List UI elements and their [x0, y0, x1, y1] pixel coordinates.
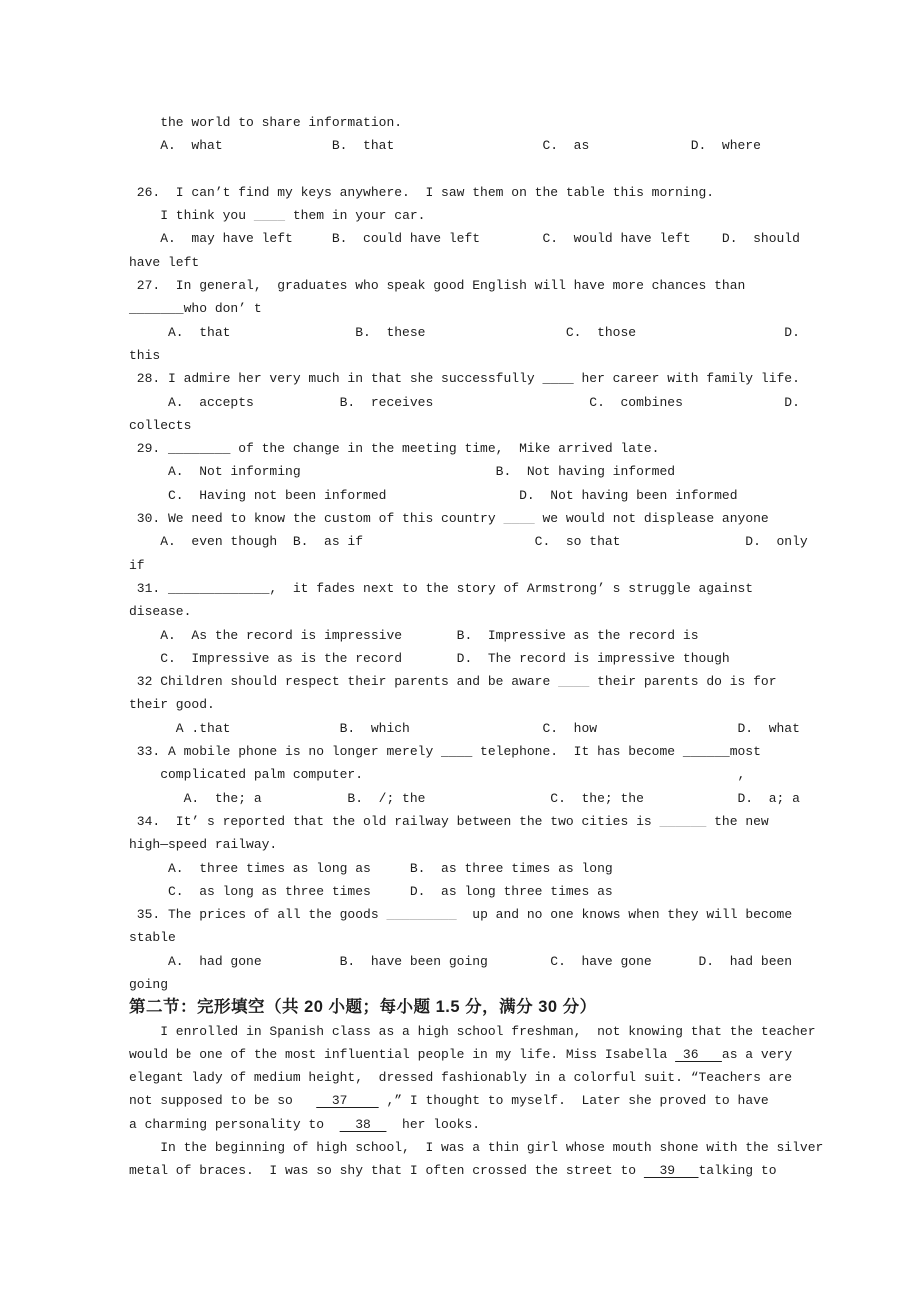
- doc-line: [129, 437, 920, 460]
- text-segment: A. that B. these C. those D.: [129, 324, 800, 340]
- doc-line: [129, 554, 920, 577]
- text-segment: I think you: [129, 208, 254, 224]
- text-segment: have left: [129, 254, 200, 270]
- doc-line: [129, 670, 920, 693]
- doc-line: [129, 810, 920, 833]
- text-segment: A. had gone B. have been going C. have gone D. had been: [129, 953, 793, 969]
- text-segment: C. as long as three times D. as long three times as: [129, 883, 613, 899]
- doc-line: [129, 647, 920, 670]
- text-segment: collects: [129, 417, 192, 433]
- doc-line: [129, 833, 920, 856]
- doc-line: [129, 763, 920, 786]
- doc-line: [129, 1020, 920, 1043]
- doc-line: [129, 1089, 920, 1112]
- doc-line: [129, 1136, 920, 1159]
- doc-line: [129, 507, 920, 530]
- doc-line: [129, 1159, 920, 1182]
- text-segment: her looks.: [386, 1116, 481, 1132]
- text-segment: not supposed to be so: [129, 1093, 317, 1109]
- doc-line: [129, 973, 920, 996]
- doc-line: [129, 1066, 920, 1089]
- text-segment: C. Having not been informed D. Not having been informed: [129, 487, 738, 503]
- text-segment: A. Not informing B. Not having informed: [129, 464, 676, 480]
- doc-line: [129, 414, 920, 437]
- text-segment: them in your car.: [285, 208, 426, 224]
- text-segment: 30. We need to know the custom of this country: [129, 511, 504, 527]
- text-segment: C. Impressive as is the record D. The record is impressive though: [129, 650, 730, 666]
- text-segment: A. the; a B. /; the C. the; the D. a; a: [129, 790, 800, 806]
- cloze-blank: 37: [316, 1093, 379, 1109]
- doc-line: [129, 950, 920, 973]
- text-segment: A. even though B. as if C. so that D. only: [129, 534, 808, 550]
- text-segment: 29. ________ of the change in the meeting time, Mike arrived late.: [129, 441, 660, 457]
- text-segment: going: [129, 976, 169, 992]
- text-segment: [129, 162, 137, 177]
- answer-blank: ______: [659, 813, 707, 829]
- doc-line: [129, 624, 920, 647]
- text-segment: would be one of the most influential people in my life. Miss Isabella: [129, 1046, 676, 1062]
- text-segment: A .that B. which C. how D. what: [129, 720, 800, 736]
- text-segment: elegant lady of medium height, dressed fashionably in a colorful suit. “Teachers are: [129, 1070, 793, 1086]
- text-segment: complicated palm computer. ,: [129, 767, 746, 783]
- text-segment: high—speed railway.: [129, 837, 278, 853]
- text-segment: metal of braces. I was so shy that I often crossed the street to: [129, 1163, 644, 1179]
- text-segment: A. what B. that C. as D. where: [129, 138, 761, 154]
- answer-blank: ____: [503, 511, 535, 527]
- text-segment: A. accepts B. receives C. combines D.: [129, 394, 800, 410]
- doc-line: [129, 227, 920, 250]
- doc-line: [129, 274, 920, 297]
- text-segment: I enrolled in Spanish class as a high school freshman, not knowing that the teacher: [129, 1023, 816, 1039]
- text-segment: A. may have left B. could have left C. would have left D. should: [129, 231, 800, 247]
- doc-line: [129, 391, 920, 414]
- doc-line: [129, 787, 920, 810]
- text-segment: stable: [129, 930, 176, 946]
- text-segment: 第二节：完形填空（共 20 小题；每小题 1.5 分，满分 30 分）: [129, 998, 597, 1017]
- cloze-blank: 38: [339, 1116, 387, 1132]
- text-segment: a charming personality to: [129, 1116, 340, 1132]
- doc-line: [129, 158, 920, 181]
- cloze-blank: 39: [643, 1163, 699, 1179]
- doc-line: [129, 134, 920, 157]
- text-segment: the new: [706, 813, 769, 829]
- doc-line: [129, 577, 920, 600]
- doc-line: [129, 344, 920, 367]
- answer-blank: ____: [558, 674, 590, 690]
- doc-line: [129, 460, 920, 483]
- text-segment: up and no one knows when they will become: [456, 907, 793, 923]
- doc-line: [129, 251, 920, 274]
- text-segment: ,” I thought to myself. Later she proved to have: [378, 1093, 769, 1109]
- doc-line: [129, 484, 920, 507]
- text-segment: 28. I admire her very much in that she successfully ____ her career with family life.: [129, 371, 800, 387]
- answer-blank: ____: [253, 208, 286, 224]
- doc-line: [129, 530, 920, 553]
- text-segment: In the beginning of high school, I was a thin girl whose mouth shone with the silver: [129, 1140, 824, 1156]
- doc-line: [129, 321, 920, 344]
- text-segment: 26. I can’t find my keys anywhere. I saw them on the table this morning.: [129, 184, 715, 200]
- text-segment: A. As the record is impressive B. Impressive as the record is: [129, 627, 699, 643]
- text-segment: _______who don’ t: [129, 301, 262, 317]
- text-segment: A. three times as long as B. as three times as long: [129, 860, 613, 876]
- doc-line: [129, 740, 920, 763]
- text-segment: talking to: [698, 1163, 777, 1179]
- text-segment: 27. In general, graduates who speak good English will have more chances than: [129, 278, 746, 294]
- answer-blank: _________: [386, 907, 457, 923]
- doc-line: [129, 717, 920, 740]
- doc-line: [129, 600, 920, 623]
- doc-line: [129, 880, 920, 903]
- exam-document: [129, 111, 920, 1183]
- text-segment: this: [129, 347, 161, 363]
- text-segment: if: [129, 557, 145, 573]
- text-segment: as a very: [721, 1046, 793, 1062]
- text-segment: their parents do is for: [589, 674, 777, 690]
- text-segment: 35. The prices of all the goods: [129, 907, 387, 923]
- text-segment: 33. A mobile phone is no longer merely ____ telephone. It has become ______most: [129, 744, 761, 760]
- doc-line: [129, 857, 920, 880]
- text-segment: we would not displease anyone: [534, 511, 769, 527]
- doc-line: [129, 1043, 920, 1066]
- doc-line: [129, 181, 920, 204]
- doc-line: [129, 903, 920, 926]
- text-segment: disease.: [129, 604, 192, 620]
- doc-line: [129, 367, 920, 390]
- section2-heading: [129, 996, 920, 1019]
- text-segment: 32 Children should respect their parents and be aware: [129, 674, 559, 690]
- doc-line: [129, 204, 920, 227]
- doc-line: [129, 297, 920, 320]
- doc-line: [129, 693, 920, 716]
- text-segment: the world to share information.: [129, 115, 403, 130]
- text-segment: 31. _____________, it fades next to the story of Armstrong’ s struggle against: [129, 580, 754, 596]
- text-segment: 34. It’ s reported that the old railway between the two cities is: [129, 813, 660, 829]
- doc-line: [129, 111, 920, 134]
- doc-line: [129, 1113, 920, 1136]
- doc-line: [129, 926, 920, 949]
- cloze-blank: 36: [675, 1046, 722, 1062]
- text-segment: their good.: [129, 697, 215, 713]
